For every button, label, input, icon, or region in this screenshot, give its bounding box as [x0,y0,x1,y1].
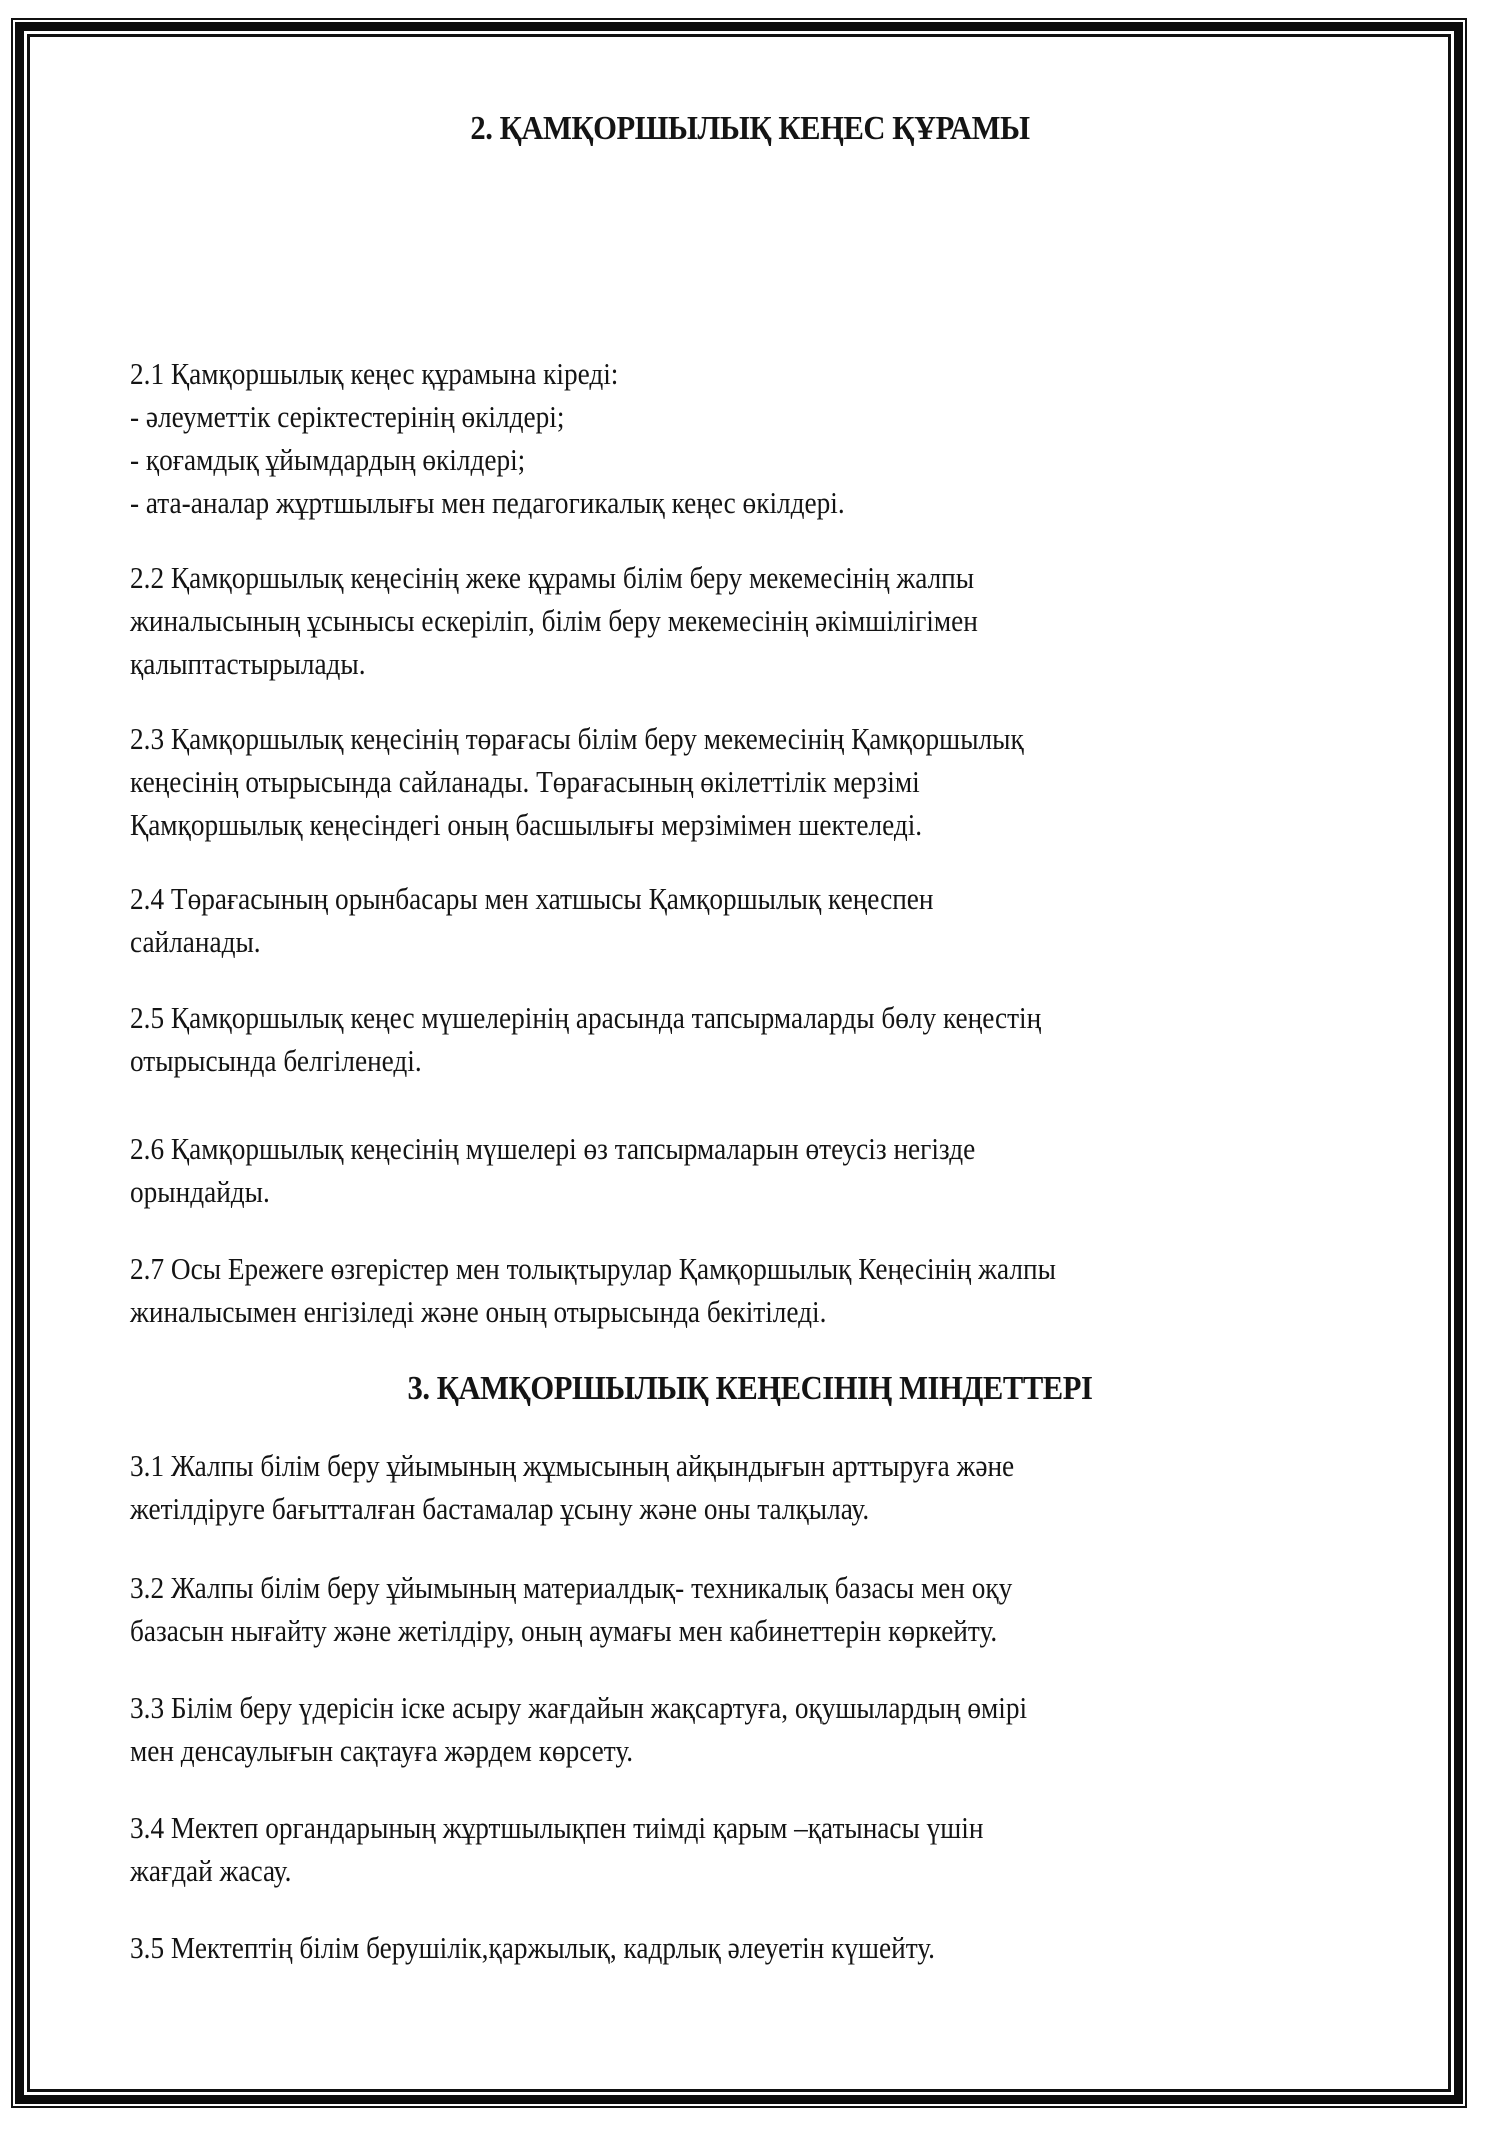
clause-line: жиналысының ұсынысы ескеріліп, білім беру мекемесінің әкімшілігімен [130,603,978,638]
clause-line: 2.1 Қамқоршылық кеңес құрамына кіреді: [130,356,619,391]
clause-line: қалыптастырылады. [130,646,366,681]
clause-line: 3.3 Білім беру үдерісін іске асыру жағдайын жақсартуға, оқушылардың өмірі [130,1690,1028,1725]
clause-2-7 [130,1247,1410,1333]
section-3-heading: 3. ҚАМҚОРШЫЛЫҚ КЕҢЕСІНІҢ МІНДЕТТЕРІ [407,1370,1093,1407]
clause-line: жағдай жасау. [130,1853,292,1888]
clause-line: 2.3 Қамқоршылық кеңесінің төрағасы білім беру мекемесінің Қамқоршылық [130,721,1024,756]
clause-line: 3.4 Мектеп органдарының жұртшылықпен тиімді қарым –қатынасы үшін [130,1810,984,1845]
clause-2-5 [130,996,1410,1082]
clause-2-6 [130,1127,1410,1213]
clause-2-4 [130,877,1410,963]
clause-line: 2.7 Осы Ережеге өзгерістер мен толықтырулар Қамқоршылық Кеңесінің жалпы [130,1251,1056,1286]
clause-line: - ата-аналар жұртшылығы мен педагогикалық кеңес өкілдері. [130,485,845,520]
clause-line: отырысында белгіленеді. [130,1043,422,1078]
clause-line: сайланады. [130,924,261,959]
clause-line: жиналысымен енгізіледі және оның отырысында бекітіледі. [130,1294,827,1329]
clause-line: - қоғамдық ұйымдардың өкілдері; [130,442,526,477]
clause-line: кеңесінің отырысында сайланады. Төрағасының өкілеттілік мерзімі [130,764,920,799]
clause-3-4 [130,1806,1410,1892]
clause-line: мен денсаулығын сақтауға жәрдем көрсету. [130,1733,634,1768]
clause-line: 3.2 Жалпы білім беру ұйымының материалдық- техникалық базасы мен оқу [130,1570,1013,1605]
clause-line: базасын нығайту және жетілдіру, оның аумағы мен кабинеттерін көркейту. [130,1613,998,1648]
clause-line: 2.4 Төрағасының орынбасары мен хатшысы Қамқоршылық кеңеспен [130,881,934,916]
clause-line: 3.1 Жалпы білім беру ұйымының жұмысының айқындығын арттыруға және [130,1448,1015,1483]
clause-2-1 [130,352,1410,524]
clause-3-5 [130,1926,1410,1969]
section-2-heading: 2. ҚАМҚОРШЫЛЫҚ КЕҢЕС ҚҰРАМЫ [470,110,1030,147]
clause-line: 3.5 Мектептің білім берушілік,қаржылық, кадрлық әлеуетін күшейту. [130,1930,936,1965]
clause-3-1 [130,1444,1410,1530]
clause-line: жетілдіруге бағытталған бастамалар ұсыну және оны талқылау. [130,1491,870,1526]
clause-line: - әлеуметтік серіктестерінің өкілдері; [130,399,565,434]
clause-3-3 [130,1686,1410,1772]
clause-2-3 [130,717,1410,846]
clause-line: 2.2 Қамқоршылық кеңесінің жеке құрамы білім беру мекемесінің жалпы [130,560,975,595]
clause-line: Қамқоршылық кеңесіндегі оның басшылығы мерзімімен шектеледі. [130,807,923,842]
clause-2-2 [130,556,1410,685]
clause-line: 2.6 Қамқоршылық кеңесінің мүшелері өз тапсырмаларын өтеусіз негізде [130,1131,976,1166]
clause-line: орындайды. [130,1174,270,1209]
clause-line: 2.5 Қамқоршылық кеңес мүшелерінің арасында тапсырмаларды бөлу кеңестің [130,1000,1042,1035]
clause-3-2 [130,1566,1410,1652]
